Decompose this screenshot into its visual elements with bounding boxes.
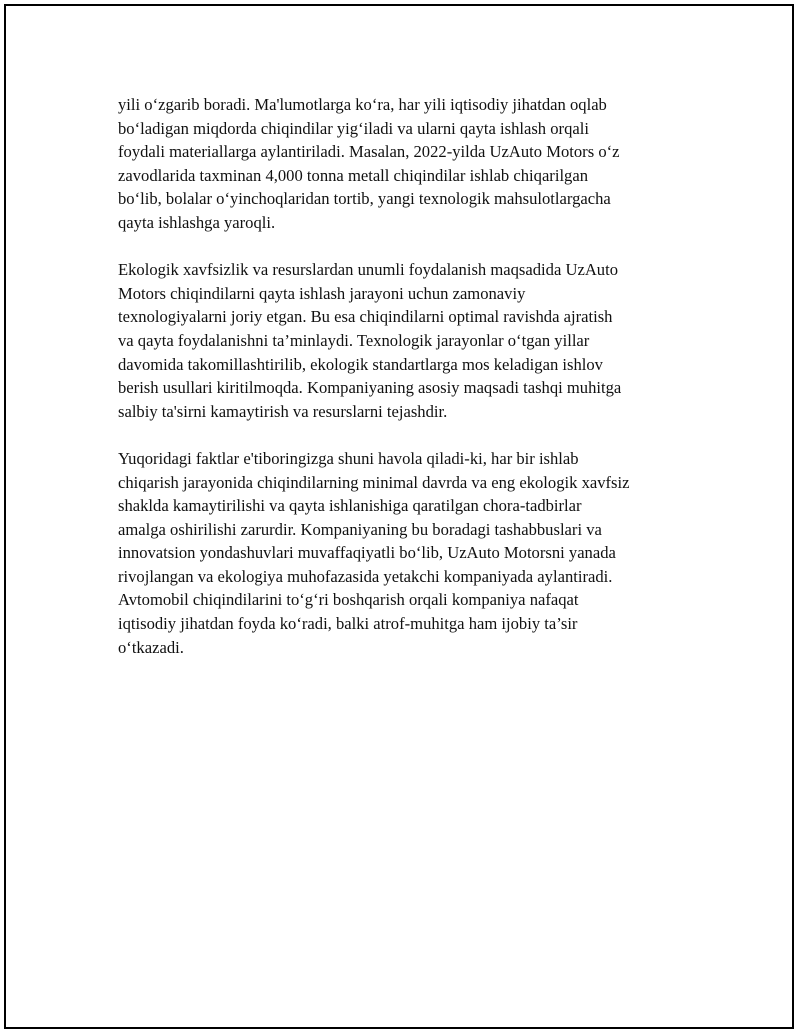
text-line: va qayta foydalanishni ta’minlaydi. Texnologik jarayonlar o‘tgan yillar bbox=[118, 330, 590, 350]
text-line: o‘tkazadi. bbox=[118, 637, 184, 657]
text-line: foydali materiallarga aylantiriladi. Masalan, 2022-yilda UzAuto Motors o‘z bbox=[118, 142, 620, 162]
paragraph-3 bbox=[118, 447, 698, 659]
text-line: texnologiyalarni joriy etgan. Bu esa chiqindilarni optimal ravishda ajratish bbox=[118, 307, 613, 327]
text-line: qayta ishlashga yaroqli. bbox=[118, 212, 276, 232]
text-line: davomida takomillashtirilib, ekologik standartlarga mos keladigan ishlov bbox=[118, 354, 603, 374]
text-line: Yuqoridagi faktlar e'tiboringizga shuni havola qiladi-ki, har bir ishlab bbox=[118, 448, 579, 468]
text-line: Motors chiqindilarni qayta ishlash jarayoni uchun zamonaviy bbox=[118, 283, 526, 303]
text-line: innovatsion yondashuvlari muvaffaqiyatli bo‘lib, UzAuto Motorsni yanada bbox=[118, 543, 616, 563]
document-body bbox=[118, 93, 698, 683]
paragraph-2 bbox=[118, 258, 698, 423]
text-line: iqtisodiy jihatdan foyda ko‘radi, balki atrof-muhitga ham ijobiy ta’sir bbox=[118, 614, 578, 634]
text-line: berish usullari kiritilmoqda. Kompaniyaning asosiy maqsadi tashqi muhitga bbox=[118, 378, 622, 398]
text-line: Ekologik xavfsizlik va resurslardan unumli foydalanish maqsadida UzAuto bbox=[118, 260, 619, 280]
text-line: shaklda kamaytirilishi va qayta ishlanishiga qaratilgan chora-tadbirlar bbox=[118, 496, 582, 516]
text-line: chiqarish jarayonida chiqindilarning minimal davrda va eng ekologik xavfsiz bbox=[118, 472, 630, 492]
text-line: bo‘ladigan miqdorda chiqindilar yig‘iladi va ularni qayta ishlash orqali bbox=[118, 118, 589, 138]
text-line: yili o‘zgarib boradi. Ma'lumotlarga ko‘ra, har yili iqtisodiy jihatdan oqlab bbox=[118, 95, 607, 114]
text-line: amalga oshirilishi zarurdir. Kompaniyaning bu boradagi tashabbuslari va bbox=[118, 519, 602, 539]
text-line: bo‘lib, bolalar o‘yinchoqlaridan tortib, yangi texnologik mahsulotlargacha bbox=[118, 189, 611, 209]
text-line: Avtomobil chiqindilarini to‘g‘ri boshqarish orqali kompaniya nafaqat bbox=[118, 590, 579, 610]
paragraph-1 bbox=[118, 93, 698, 235]
text-line: zavodlarida taxminan 4,000 tonna metall chiqindilar ishlab chiqarilgan bbox=[118, 165, 589, 185]
text-line: salbiy ta'sirni kamaytirish va resurslarni tejashdir. bbox=[118, 401, 448, 421]
text-line: rivojlangan va ekologiya muhofazasida yetakchi kompaniyada aylantiradi. bbox=[118, 566, 613, 586]
